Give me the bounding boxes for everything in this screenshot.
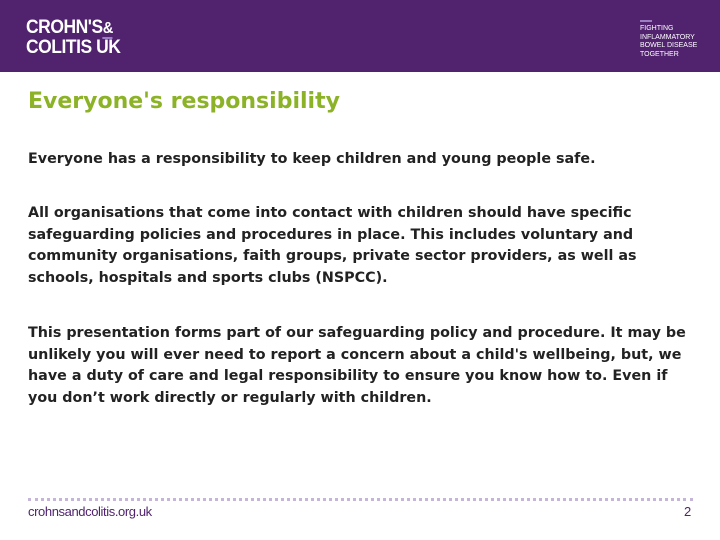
logo-ampersand: & <box>102 20 113 37</box>
page-number: 2 <box>684 504 692 519</box>
tagline-line: BOWEL DISEASE <box>640 42 698 49</box>
tagline <box>640 20 697 59</box>
footer-url: crohnsandcolitis.org.uk <box>28 504 152 519</box>
paragraph-3: This presentation forms part of our safeguarding policy and procedure. It may be unlikely you will ever need to report a concern about a child's wellbeing, but, we have a duty of care and legal responsibility to ensure you know how to. Even if you don’t work directly or regularly with children. <box>28 325 686 407</box>
tagline-line: TOGETHER <box>640 50 679 58</box>
paragraph-2: All organisations that come into contact with children should have specific safeguarding policies and procedures in place. This includes voluntary and community organisations, faith groups, private sector providers, as well as schools, hospitals and sports clubs (NSPCC). <box>28 205 637 287</box>
logo-line1: CROHN'S <box>26 17 103 38</box>
tagline-line: FIGHTING <box>640 25 674 32</box>
crohns-colitis-logo <box>26 18 120 57</box>
footer-divider <box>28 498 693 501</box>
logo-line2: COLITIS UK <box>26 37 121 58</box>
header-banner <box>0 0 720 72</box>
paragraph-1: Everyone has a responsibility to keep children and young people safe. <box>28 151 596 167</box>
tagline-line: INFLAMMATORY <box>640 33 695 41</box>
slide-title: Everyone's responsibility <box>28 89 340 114</box>
tagline-accent-bar <box>640 20 652 22</box>
